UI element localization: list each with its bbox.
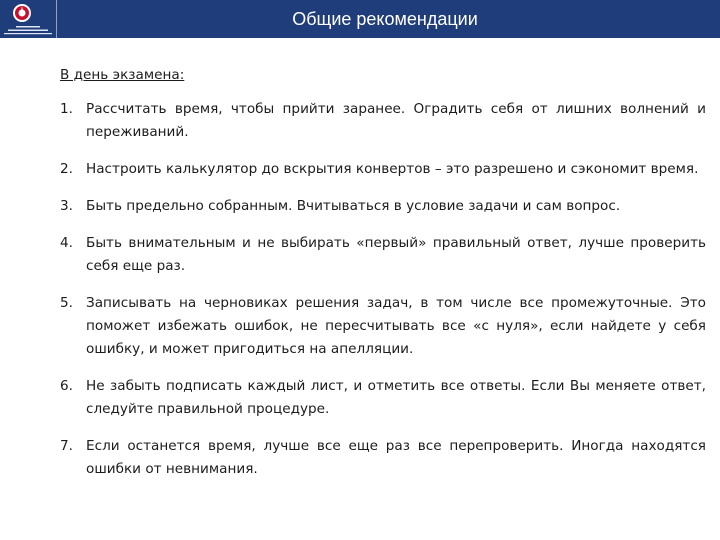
list-item [60, 292, 706, 361]
item-number: 2. [60, 161, 73, 177]
list-item [60, 375, 706, 421]
list-item [60, 232, 706, 278]
page-title: Общие рекомендации [292, 9, 478, 29]
list-item [60, 435, 706, 481]
list-item [60, 98, 706, 144]
item-text: Настроить калькулятор до вскрытия конвертов – это разрешено и сэкономит время. [86, 161, 699, 177]
intro-heading: В день экзамена: [60, 67, 185, 83]
item-text: Быть внимательным и не выбирать «первый» правильный ответ, лучше проверить себя еще раз. [86, 235, 706, 274]
item-number: 4. [60, 235, 73, 251]
header-bar [0, 0, 720, 38]
item-number: 7. [60, 438, 73, 454]
item-number: 5. [60, 295, 73, 311]
item-text: Рассчитать время, чтобы прийти заранее. Оградить себя от лишних волнений и переживаний. [86, 101, 706, 140]
item-text: Быть предельно собранным. Вчитываться в условие задачи и сам вопрос. [86, 198, 621, 214]
list-item [60, 158, 706, 181]
recommendations-list [60, 98, 706, 481]
emblem-logo-icon [12, 3, 32, 23]
item-number: 6. [60, 378, 73, 394]
recommendations-content [60, 64, 706, 495]
list-item [60, 195, 706, 218]
logo [0, 0, 57, 38]
item-text: Если останется время, лучше все еще раз все перепроверить. Иногда находятся ошибки от невнимания. [86, 438, 706, 477]
item-number: 1. [60, 101, 73, 117]
item-number: 3. [60, 198, 73, 214]
item-text: Записывать на черновиках решения задач, в том числе все промежуточные. Это поможет избежать ошибок, не пересчитывать все «с нуля», если найдете у себя ошибку, и может пригодиться на апелляции. [86, 295, 706, 357]
item-text: Не забыть подписать каждый лист, и отметить все ответы. Если Вы меняете ответ, следуйте правильной процедуре. [86, 378, 706, 417]
logo-caption-lines [2, 25, 54, 35]
